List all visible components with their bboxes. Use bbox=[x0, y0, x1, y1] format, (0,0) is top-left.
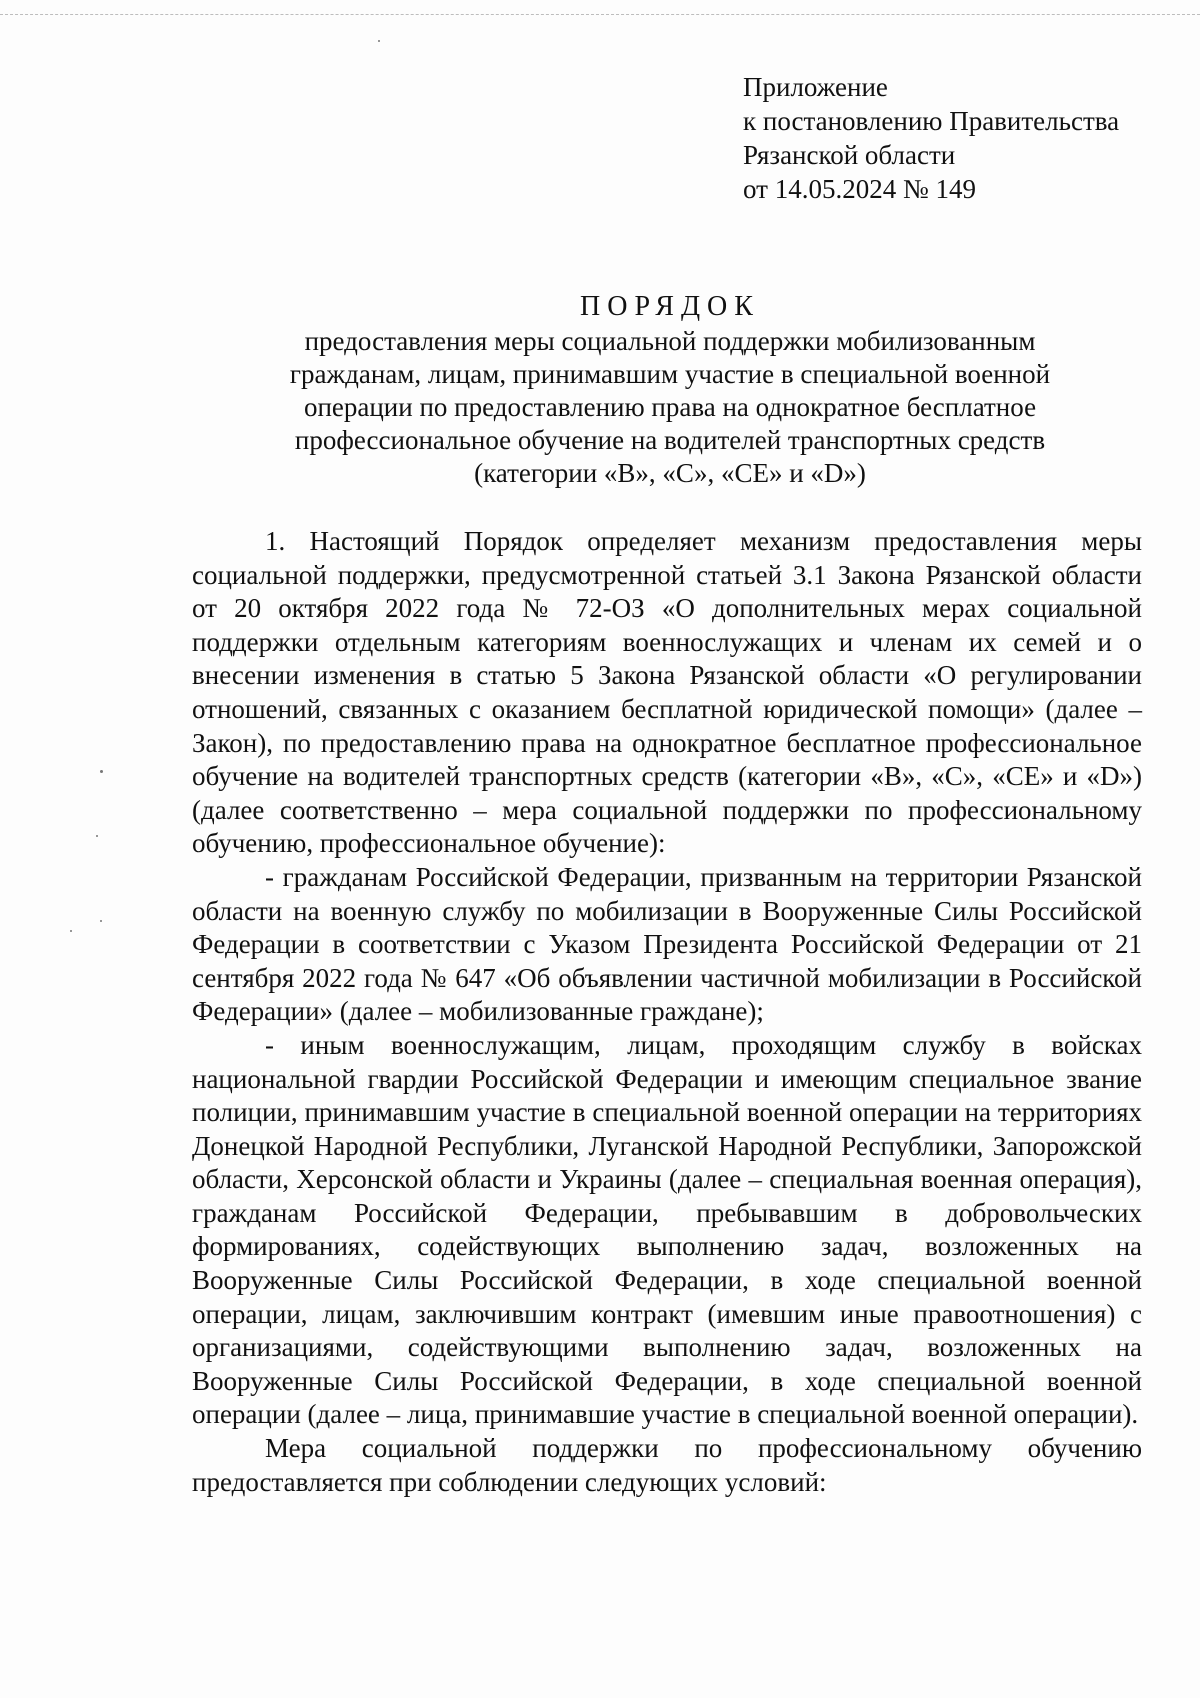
subtitle-line-1: предоставления меры социальной поддержки мобилизованным bbox=[304, 326, 1036, 356]
scan-speck bbox=[96, 835, 98, 837]
scan-edge-line bbox=[0, 14, 1200, 15]
paragraph-1: 1. Настоящий Порядок определяет механизм предоставления меры социальной поддержки, предусмотренной статьей 3.1 Закона Рязанской области от 20 октября 2022 года № 72-ОЗ «О дополнительных мерах социальной поддержки отдельным категориям военнослужащих и членам их семей и о внесении изменения в статью 5 Закона Рязанской области «О регулировании отношений, связанных с оказанием бесплатной юридической помощи» (далее – Закон), по предоставлению права на однократное бесплатное профессиональное обучение на водителей транспортных средств (категории «B», «C», «CE» и «D») (далее соответственно – мера социальной поддержки по профессиональному обучению, профессиональное обучение): bbox=[192, 526, 1142, 859]
paragraph-3: - иным военнослужащим, лицам, проходящим службу в войсках национальной гвардии Российской Федерации и имеющим специальное звание полиции, принимавшим участие в специальной военной операции на территориях Донецкой Народной Республики, Луганской Народной Республики, Запорожской области, Херсонской области и Украины (далее – специальная военная операция), гражданам Российской Федерации, пребывавшим в добровольческих формированиях, содействующих выполнению задач, возложенных на Вооруженные Силы Российской Федерации, в ходе специальной военной операции, лицам, заключившим контракт (имевшим иные правоотношения) с организациями, содействующими выполнению задач, возложенных на Вооруженные Силы Российской Федерации, в ходе специальной военной операции (далее – лица, принимавшие участие в специальной военной операции). bbox=[192, 1029, 1142, 1430]
subtitle-line-3: операции по предоставлению права на однократное бесплатное bbox=[303, 392, 1037, 422]
appendix-block bbox=[743, 70, 1173, 206]
scan-speck bbox=[378, 40, 380, 42]
paragraph-4: Мера социальной поддержки по профессиональному обучению предоставляется при соблюдении следующих условий: bbox=[192, 1433, 1142, 1497]
subtitle-line-4: профессиональное обучение на водителей транспортных средств bbox=[294, 425, 1046, 455]
document-title: ПОРЯДОК bbox=[580, 291, 760, 322]
document-body bbox=[192, 525, 1142, 1499]
appendix-line-3: Рязанской области bbox=[743, 140, 956, 170]
appendix-line-2: к постановлению Правительства bbox=[743, 106, 1120, 136]
scan-speck bbox=[100, 920, 102, 922]
subtitle-line-2: гражданам, лицам, принимавшим участие в специальной военной bbox=[289, 359, 1051, 389]
document-subtitle bbox=[200, 325, 1140, 490]
scan-speck bbox=[70, 930, 72, 932]
subtitle-line-5: (категории «B», «C», «CE» и «D») bbox=[474, 458, 866, 488]
appendix-line-1: Приложение bbox=[743, 72, 888, 102]
paragraph-2: - гражданам Российской Федерации, призванным на территории Рязанской области на военную службу по мобилизации в Вооруженные Силы Российской Федерации в соответствии с Указом Президента Российской Федерации от 21 сентября 2022 года № 647 «Об объявлении частичной мобилизации в Российской Федерации» (далее – мобилизованные граждане); bbox=[192, 861, 1142, 1027]
scan-speck bbox=[100, 770, 103, 773]
appendix-line-4: от 14.05.2024 № 149 bbox=[743, 174, 976, 204]
